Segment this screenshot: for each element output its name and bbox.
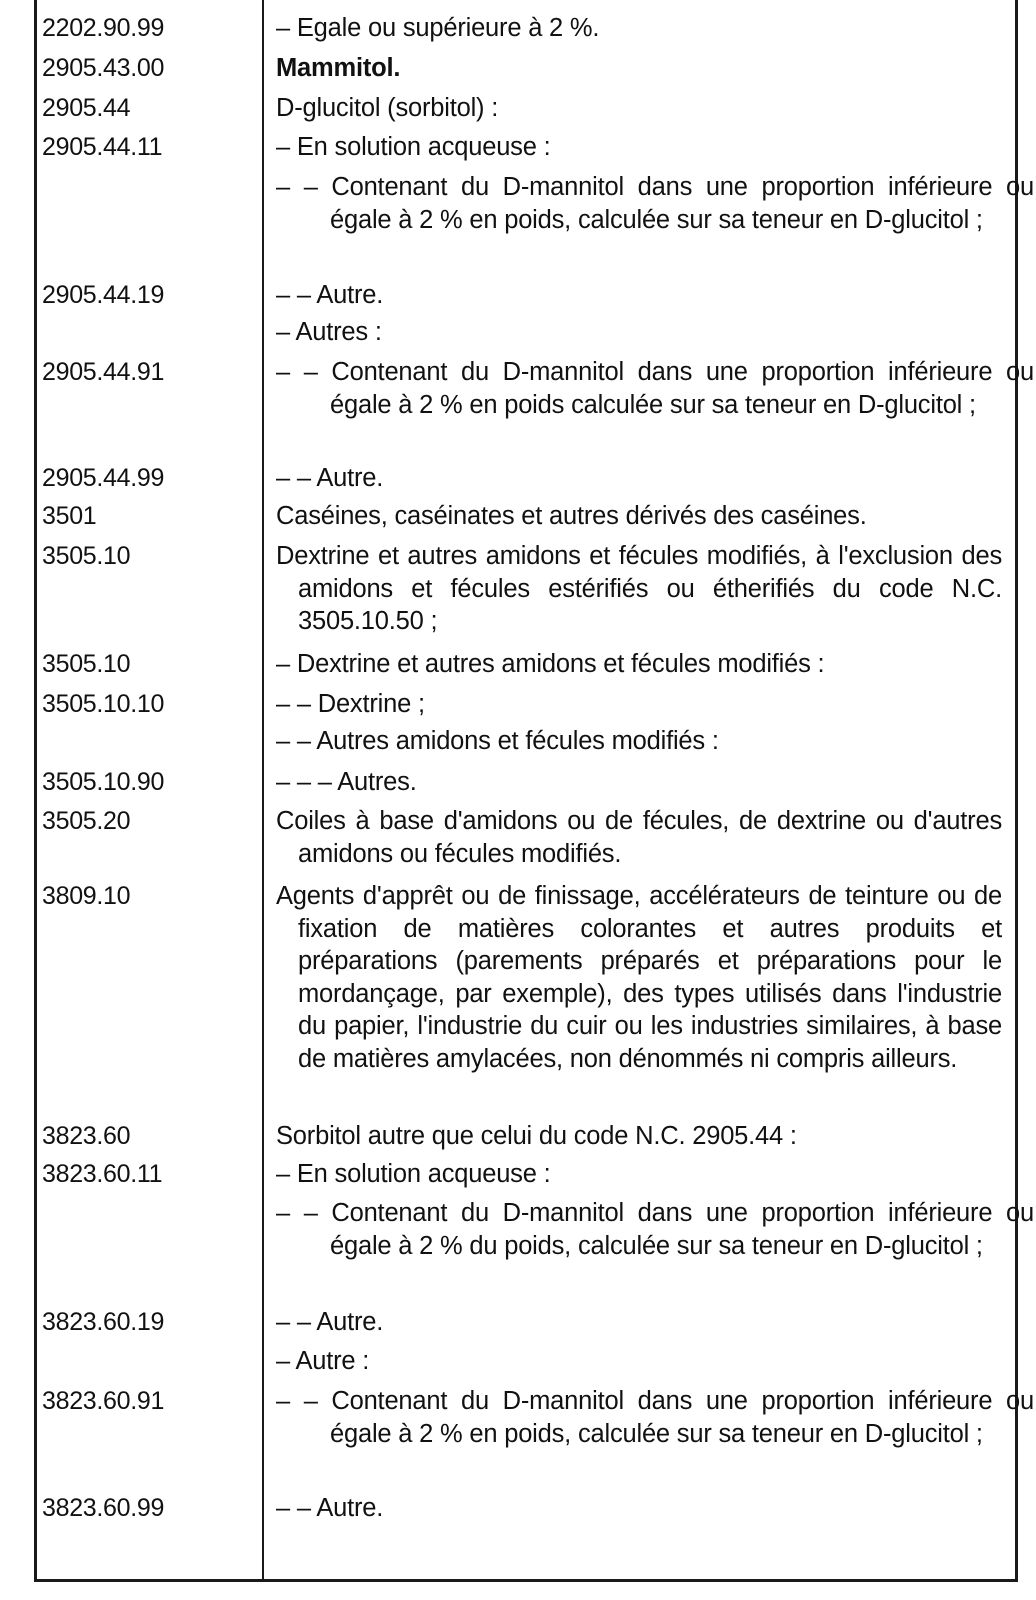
description-cell: – – Dextrine ; xyxy=(276,690,425,718)
description-cell: – Autres : xyxy=(276,318,382,346)
description-cell: Dextrine et autres amidons et fécules modifiés, à l'exclusion des amidons et fécules estérifiés ou étherifiés du code N.C. 3505.10.50 ; xyxy=(276,542,1002,635)
code-cell: 3823.60.91 xyxy=(42,1387,165,1415)
code-cell: 2905.44.91 xyxy=(42,358,165,386)
description-cell: – – – Autres. xyxy=(276,768,417,796)
description-cell: – Dextrine et autres amidons et fécules modifiés : xyxy=(276,650,825,678)
code-cell: 3823.60.11 xyxy=(42,1160,163,1188)
description-cell: – Egale ou supérieure à 2 %. xyxy=(276,14,600,42)
code-cell: 3823.60.99 xyxy=(42,1494,165,1522)
description-cell: – – Autre. xyxy=(276,464,384,492)
description-cell: – – Autre. xyxy=(276,1494,384,1522)
description-cell: Caséines, caséinates et autres dérivés des caséines. xyxy=(276,502,867,530)
code-cell: 2202.90.99 xyxy=(42,14,165,42)
code-cell: 2905.44.19 xyxy=(42,281,165,309)
description-cell: – – Contenant du D-mannitol dans une proportion inférieure ou égale à 2 % en poids, calculée sur sa teneur en D-glucitol ; xyxy=(276,1387,1034,1448)
code-cell: 2905.44 xyxy=(42,94,131,122)
code-cell: 3505.10.10 xyxy=(42,690,165,718)
description-cell: – En solution acqueuse : xyxy=(276,1160,551,1188)
code-cell: 3823.60 xyxy=(42,1122,131,1150)
description-cell: – – Autre. xyxy=(276,281,384,309)
code-cell: 3505.20 xyxy=(42,807,131,835)
code-cell: 2905.44.99 xyxy=(42,464,165,492)
column-divider xyxy=(262,0,264,1582)
description-cell: – – Contenant du D-mannitol dans une proportion inférieure ou égale à 2 % en poids calculée sur sa teneur en D-glucitol ; xyxy=(276,358,1034,419)
description-cell: – – Contenant du D-mannitol dans une proportion inférieure ou égale à 2 % en poids, calculée sur sa teneur en D-glucitol ; xyxy=(276,173,1034,234)
code-cell: 3501 xyxy=(42,502,97,530)
description-cell: – – Autres amidons et fécules modifiés : xyxy=(276,727,719,755)
description-cell: Sorbitol autre que celui du code N.C. 2905.44 : xyxy=(276,1122,797,1150)
code-cell: 2905.44.11 xyxy=(42,133,163,161)
description-cell: Mammitol. xyxy=(276,54,401,82)
code-cell: 2905.43.00 xyxy=(42,54,165,82)
description-cell: Coiles à base d'amidons ou de fécules, de dextrine ou d'autres amidons ou fécules modifiés. xyxy=(276,807,1002,868)
description-cell: – – Autre. xyxy=(276,1308,384,1336)
code-cell: 3823.60.19 xyxy=(42,1308,165,1336)
description-cell: – – Contenant du D-mannitol dans une proportion inférieure ou égale à 2 % du poids, calculée sur sa teneur en D-glucitol ; xyxy=(276,1199,1034,1260)
code-cell: 3505.10.90 xyxy=(42,768,165,796)
description-cell: – Autre : xyxy=(276,1347,370,1375)
code-cell: 3505.10 xyxy=(42,542,131,570)
code-cell: 3809.10 xyxy=(42,882,131,910)
code-cell: 3505.10 xyxy=(42,650,131,678)
description-cell: – En solution acqueuse : xyxy=(276,133,551,161)
description-cell: Agents d'apprêt ou de finissage, accélérateurs de teinture ou de fixation de matières colorantes et autres produits et préparations (parements préparés et préparations pour le mordançage, par exemple), des types utilisés dans l'industrie du papier, l'industrie du cuir ou les industries similaires, à base de matières amylacées, non dénommés ni compris ailleurs. xyxy=(276,882,1002,1073)
description-cell: D-glucitol (sorbitol) : xyxy=(276,94,499,122)
